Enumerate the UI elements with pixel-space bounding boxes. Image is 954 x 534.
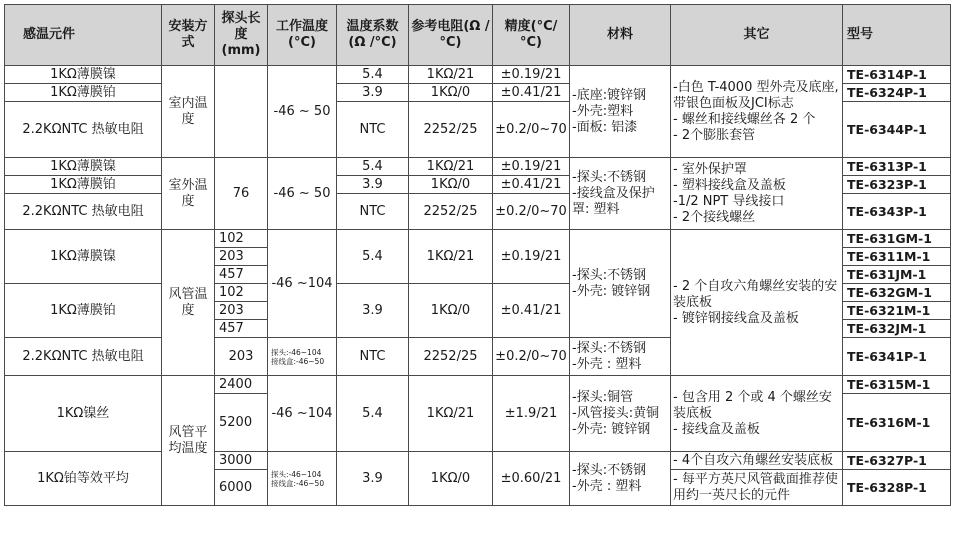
header-install: 安装方式 bbox=[162, 5, 215, 66]
model-cell: TE-6344P-1 bbox=[843, 102, 951, 158]
header-row bbox=[5, 5, 951, 66]
spec-table-container bbox=[4, 4, 950, 506]
ref-cell: 1KΩ/0 bbox=[409, 452, 493, 506]
model-cell: TE-6343P-1 bbox=[843, 194, 951, 230]
temp-cell: -46 ~104 bbox=[268, 230, 337, 338]
header-material: 材料 bbox=[570, 5, 671, 66]
ref-cell: 1KΩ/0 bbox=[409, 284, 493, 338]
header-coef: 温度系数(Ω /°C) bbox=[337, 5, 409, 66]
table-row bbox=[5, 376, 951, 394]
model-cell: TE-6315M-1 bbox=[843, 376, 951, 394]
model-cell: TE-6328P-1 bbox=[843, 470, 951, 506]
coef-cell: 3.9 bbox=[337, 284, 409, 338]
accuracy-cell: ±0.2/0~70 bbox=[493, 338, 570, 376]
accuracy-cell: ±1.9/21 bbox=[493, 376, 570, 452]
header-model: 型号 bbox=[843, 5, 951, 66]
material-cell: -探头:不锈钢 -外壳 : 塑料 bbox=[570, 338, 671, 376]
accuracy-cell: ±0.19/21 bbox=[493, 158, 570, 176]
accuracy-cell: ±0.41/21 bbox=[493, 176, 570, 194]
probe-cell: 3000 bbox=[215, 452, 268, 470]
other-cell: - 室外保护罩 - 塑料接线盒及盖板 -1/2 NPT 导线接口 - 2个接线螺丝 bbox=[671, 158, 843, 230]
element-cell: 2.2KΩNTC 热敏电阻 bbox=[5, 194, 162, 230]
ref-cell: 1KΩ/21 bbox=[409, 376, 493, 452]
ref-cell: 1KΩ/21 bbox=[409, 230, 493, 284]
header-element: 感温元件 bbox=[5, 5, 162, 66]
header-probe: 探头长度(mm) bbox=[215, 5, 268, 66]
coef-cell: 5.4 bbox=[337, 230, 409, 284]
other-cell: - 2 个自攻六角螺丝安装的安装底板 - 镀锌钢接线盒及盖板 bbox=[671, 230, 843, 376]
temp-note-cell: 探头:-46~104 接线盒:-46~50 bbox=[268, 338, 337, 376]
coef-cell: NTC bbox=[337, 338, 409, 376]
probe-cell: 2400 bbox=[215, 376, 268, 394]
element-cell: 1KΩ薄膜铂 bbox=[5, 84, 162, 102]
probe-cell: 102 bbox=[215, 230, 268, 248]
accuracy-cell: ±0.60/21 bbox=[493, 452, 570, 506]
probe-cell bbox=[215, 66, 268, 158]
coef-cell: 5.4 bbox=[337, 158, 409, 176]
table-row bbox=[5, 452, 951, 470]
material-cell: -底座:镀锌钢 -外壳:塑料 -面板: 铝漆 bbox=[570, 66, 671, 158]
ref-cell: 2252/25 bbox=[409, 102, 493, 158]
element-cell: 1KΩ薄膜铂 bbox=[5, 176, 162, 194]
other-cell: - 4个自攻六角螺丝安装底板 bbox=[671, 452, 843, 470]
model-cell: TE-6314P-1 bbox=[843, 66, 951, 84]
probe-cell: 5200 bbox=[215, 394, 268, 452]
install-cell: 室外温度 bbox=[162, 158, 215, 230]
model-cell: TE-631GM-1 bbox=[843, 230, 951, 248]
install-cell: 风管平均温度 bbox=[162, 376, 215, 506]
header-temp: 工作温度(°C) bbox=[268, 5, 337, 66]
probe-cell: 457 bbox=[215, 266, 268, 284]
element-cell: 1KΩ薄膜铂 bbox=[5, 284, 162, 338]
other-cell: -白色 T-4000 型外壳及底座,带银色面板及JCI标志 - 螺丝和接线螺丝各 2 个 - 2个膨胀套管 bbox=[671, 66, 843, 158]
ref-cell: 1KΩ/21 bbox=[409, 158, 493, 176]
table-row bbox=[5, 230, 951, 248]
coef-cell: 5.4 bbox=[337, 376, 409, 452]
accuracy-cell: ±0.41/21 bbox=[493, 284, 570, 338]
model-cell: TE-6341P-1 bbox=[843, 338, 951, 376]
ref-cell: 1KΩ/0 bbox=[409, 176, 493, 194]
probe-cell: 203 bbox=[215, 248, 268, 266]
probe-cell: 457 bbox=[215, 320, 268, 338]
element-cell: 1KΩ薄膜镍 bbox=[5, 66, 162, 84]
model-cell: TE-6324P-1 bbox=[843, 84, 951, 102]
other-cell: - 包含用 2 个或 4 个螺丝安装底板 - 接线盒及盖板 bbox=[671, 376, 843, 452]
table-row bbox=[5, 66, 951, 84]
ref-cell: 1KΩ/21 bbox=[409, 66, 493, 84]
table-row bbox=[5, 158, 951, 176]
model-cell: TE-6327P-1 bbox=[843, 452, 951, 470]
coef-cell: 3.9 bbox=[337, 176, 409, 194]
probe-cell: 203 bbox=[215, 338, 268, 376]
coef-cell: 3.9 bbox=[337, 84, 409, 102]
element-cell: 1KΩ镍丝 bbox=[5, 376, 162, 452]
model-cell: TE-6316M-1 bbox=[843, 394, 951, 452]
accuracy-cell: ±0.41/21 bbox=[493, 84, 570, 102]
element-cell: 2.2KΩNTC 热敏电阻 bbox=[5, 102, 162, 158]
element-cell: 1KΩ薄膜镍 bbox=[5, 158, 162, 176]
accuracy-cell: ±0.2/0~70 bbox=[493, 194, 570, 230]
element-cell: 1KΩ铂等效平均 bbox=[5, 452, 162, 506]
install-cell: 室内温度 bbox=[162, 66, 215, 158]
coef-cell: NTC bbox=[337, 194, 409, 230]
temp-cell: -46 ~ 50 bbox=[268, 66, 337, 158]
model-cell: TE-6313P-1 bbox=[843, 158, 951, 176]
model-cell: TE-632GM-1 bbox=[843, 284, 951, 302]
probe-cell: 203 bbox=[215, 302, 268, 320]
ref-cell: 1KΩ/0 bbox=[409, 84, 493, 102]
coef-cell: 3.9 bbox=[337, 452, 409, 506]
other-cell: - 每平方英尺风管截面推荐使用约一英尺长的元件 bbox=[671, 470, 843, 506]
material-cell: -探头:不锈钢 -接线盒及保护罩: 塑料 bbox=[570, 158, 671, 230]
header-ref: 参考电阻(Ω /°C) bbox=[409, 5, 493, 66]
model-cell: TE-631JM-1 bbox=[843, 266, 951, 284]
sensor-spec-table bbox=[4, 4, 951, 506]
material-cell: -探头:铜管 -风管接头:黄铜 -外壳: 镀锌钢 bbox=[570, 376, 671, 452]
element-cell: 2.2KΩNTC 热敏电阻 bbox=[5, 338, 162, 376]
header-accuracy: 精度(°C/°C) bbox=[493, 5, 570, 66]
accuracy-cell: ±0.19/21 bbox=[493, 66, 570, 84]
probe-cell: 6000 bbox=[215, 470, 268, 506]
model-cell: TE-6323P-1 bbox=[843, 176, 951, 194]
accuracy-cell: ±0.2/0~70 bbox=[493, 102, 570, 158]
model-cell: TE-632JM-1 bbox=[843, 320, 951, 338]
material-cell: -探头:不锈钢 -外壳 : 塑料 bbox=[570, 452, 671, 506]
temp-note-cell: 探头:-46~104 接线盒:-46~50 bbox=[268, 452, 337, 506]
coef-cell: NTC bbox=[337, 102, 409, 158]
probe-cell: 76 bbox=[215, 158, 268, 230]
install-cell: 风管温度 bbox=[162, 230, 215, 376]
header-other: 其它 bbox=[671, 5, 843, 66]
ref-cell: 2252/25 bbox=[409, 338, 493, 376]
temp-cell: -46 ~104 bbox=[268, 376, 337, 452]
coef-cell: 5.4 bbox=[337, 66, 409, 84]
probe-cell: 102 bbox=[215, 284, 268, 302]
accuracy-cell: ±0.19/21 bbox=[493, 230, 570, 284]
element-cell: 1KΩ薄膜镍 bbox=[5, 230, 162, 284]
material-cell: -探头:不锈钢 -外壳: 镀锌钢 bbox=[570, 230, 671, 338]
ref-cell: 2252/25 bbox=[409, 194, 493, 230]
temp-cell: -46 ~ 50 bbox=[268, 158, 337, 230]
model-cell: TE-6321M-1 bbox=[843, 302, 951, 320]
model-cell: TE-6311M-1 bbox=[843, 248, 951, 266]
